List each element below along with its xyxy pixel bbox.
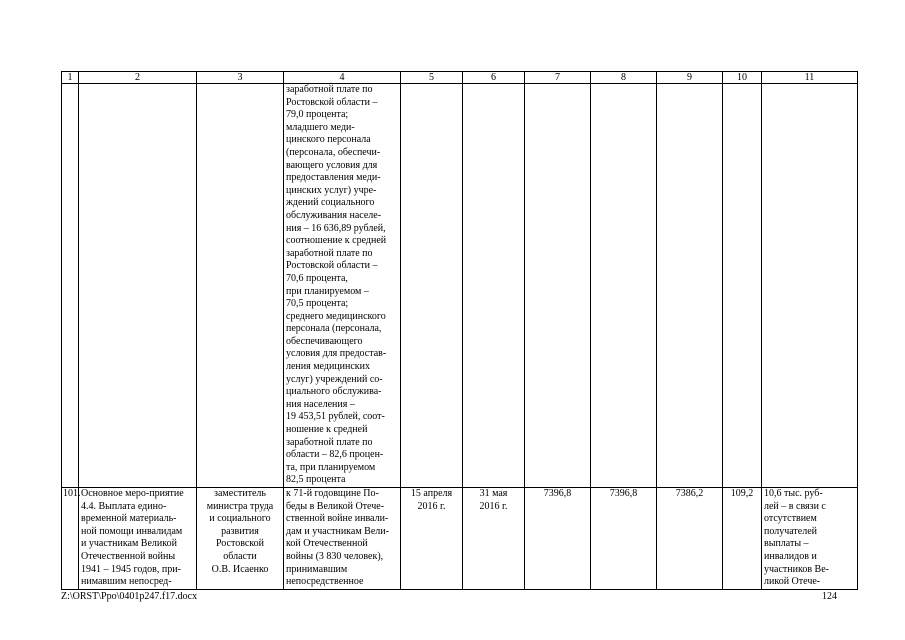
amount-cell: 109,2 xyxy=(723,488,762,590)
measure-name-cell: Основное меро-приятие 4.4. Выплата едино- временной материаль- ной помощи инвалидам и участникам Великой Отечественной войны 1941 – 1945 годов, при- нимавшим непосред- xyxy=(79,488,197,590)
column-number-row xyxy=(62,72,858,84)
column-number: 2 xyxy=(79,72,197,84)
row-number-cell: 101. xyxy=(62,488,79,590)
result-description-cell: к 71-й годовщине По- беды в Великой Отече- ственной войне инвали- дам и участникам Вели- кой Отечественной войны (3 830 человек), принимавшим непосредственное xyxy=(284,488,401,590)
table-cell xyxy=(762,84,858,488)
column-number: 4 xyxy=(284,72,401,84)
column-number: 11 xyxy=(762,72,858,84)
table-cell xyxy=(591,84,657,488)
table-cell xyxy=(197,84,284,488)
table-cell xyxy=(657,84,723,488)
result-description-cell: заработной плате по Ростовской области – 79,0 процента; младшего меди- цинского персонала (персонала, обеспечи- вающего условия для предоставления меди- цинских услуг) учре- ждений социального обслуживания населе- ния – 16 636,89 рублей, соотношение к средней заработной плате по Ростовской области – 70,6 процента, при планируемом – 70,5 процента; среднего медицинского персонала (персонала, обеспечивающего условия для предостав- ления медицинских услуг) учреждений со- циального обслужива- ния населения – 19 453,51 рублей, соот- ношение к средней заработной плате по области – 82,6 процен- та, при планируемом 82,5 процента xyxy=(284,84,401,488)
footer-file-path: Z:\ORST\Ppo\0401p247.f17.docx xyxy=(61,591,198,602)
column-number: 3 xyxy=(197,72,284,84)
amount-cell: 7396,8 xyxy=(591,488,657,590)
responsible-cell: заместитель министра труда и социального развития Ростовской области О.В. Исаенко xyxy=(197,488,284,590)
table-cell xyxy=(62,84,79,488)
column-number: 9 xyxy=(657,72,723,84)
column-number: 1 xyxy=(62,72,79,84)
column-number: 6 xyxy=(463,72,525,84)
column-number: 5 xyxy=(401,72,463,84)
table-cell xyxy=(525,84,591,488)
table-cell xyxy=(463,84,525,488)
table-row-continuation xyxy=(62,84,858,488)
table-row-101 xyxy=(62,488,858,590)
amount-cell: 7396,8 xyxy=(525,488,591,590)
note-cell: 10,6 тыс. руб- лей – в связи с отсутствием получателей выплаты – инвалидов и участников Ве- ликой Отече- xyxy=(762,488,858,590)
report-table xyxy=(61,71,858,590)
column-number: 7 xyxy=(525,72,591,84)
page-number: 124 xyxy=(822,591,837,602)
end-date-cell: 31 мая 2016 г. xyxy=(463,488,525,590)
column-number: 8 xyxy=(591,72,657,84)
column-number: 10 xyxy=(723,72,762,84)
table-cell xyxy=(79,84,197,488)
start-date-cell: 15 апреля 2016 г. xyxy=(401,488,463,590)
table-cell xyxy=(723,84,762,488)
amount-cell: 7386,2 xyxy=(657,488,723,590)
table-cell xyxy=(401,84,463,488)
